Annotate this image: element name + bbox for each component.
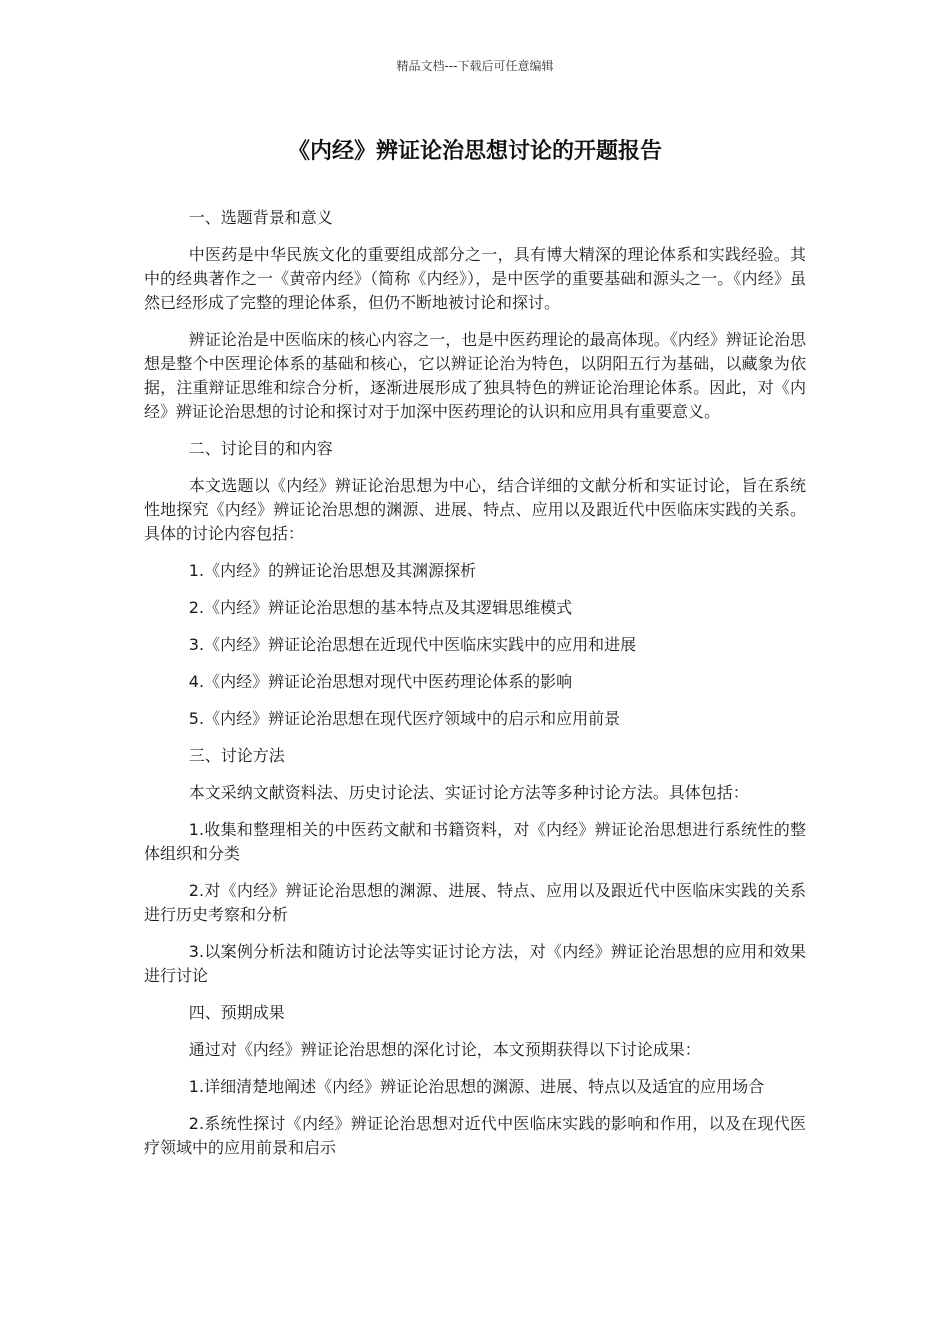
list-item: 2.对《内经》辨证论治思想的渊源、进展、特点、应用以及跟近代中医临床实践的关系进行历史考察和分析 [144, 881, 806, 924]
list-item: 5.《内经》辨证论治思想在现代医疗领域中的启示和应用前景 [188, 709, 621, 728]
list-item: 4.《内经》辨证论治思想对现代中医药理论体系的影响 [188, 672, 573, 691]
paragraph: 辨证论治是中医临床的核心内容之一，也是中医药理论的最高体现。《内经》辨证论治思想是整个中医理论体系的基础和核心，它以辨证论治为特色，以阴阳五行为基础，以藏象为依据，注重辩证思维和综合分析，逐渐进展形成了独具特色的辨证论治理论体系。因此，对《内经》辨证论治思想的讨论和探讨对于加深中医药理论的认识和应用具有重要意义。 [144, 330, 806, 421]
list-item: 1.《内经》的辨证论治思想及其渊源探析 [188, 561, 477, 580]
section-heading-methods: 三、讨论方法 [188, 746, 285, 765]
paragraph: 本文选题以《内经》辨证论治思想为中心，结合详细的文献分析和实证讨论，旨在系统性地探究《内经》辨证论治思想的渊源、进展、特点、应用以及跟近代中医临床实践的关系。具体的讨论内容包括： [144, 476, 806, 543]
list-item: 2.《内经》辨证论治思想的基本特点及其逻辑思维模式 [188, 598, 573, 617]
paragraph: 通过对《内经》辨证论治思想的深化讨论，本文预期获得以下讨论成果： [188, 1040, 701, 1059]
section-heading-outcomes: 四、预期成果 [188, 1003, 285, 1022]
section-heading-objectives: 二、讨论目的和内容 [188, 439, 333, 458]
list-item: 3.《内经》辨证论治思想在近现代中医临床实践中的应用和进展 [188, 635, 637, 654]
list-item: 3.以案例分析法和随访讨论法等实证讨论方法，对《内经》辨证论治思想的应用和效果进行讨论 [144, 942, 806, 985]
paragraph: 中医药是中华民族文化的重要组成部分之一，具有博大精深的理论体系和实践经验。其中的经典著作之一《黄帝内经》（简称《内经》），是中医学的重要基础和源头之一。《内经》虽然已经形成了完整的理论体系，但仍不断地被讨论和探讨。 [144, 245, 806, 312]
paragraph: 本文采纳文献资料法、历史讨论法、实证讨论方法等多种讨论方法。具体包括： [188, 783, 749, 802]
document-title: 《内经》辨证论治思想讨论的开题报告 [287, 139, 662, 164]
list-item: 2.系统性探讨《内经》辨证论治思想对近代中医临床实践的影响和作用，以及在现代医疗领域中的应用前景和启示 [144, 1114, 806, 1157]
header-note: 精品文档---下载后可任意编辑 [396, 59, 554, 73]
list-item: 1.收集和整理相关的中医药文献和书籍资料，对《内经》辨证论治思想进行系统性的整体组织和分类 [144, 820, 806, 863]
document-body [144, 206, 806, 1173]
list-item: 1.详细清楚地阐述《内经》辨证论治思想的渊源、进展、特点以及适宜的应用场合 [188, 1077, 765, 1096]
section-heading-background: 一、选题背景和意义 [188, 208, 333, 227]
